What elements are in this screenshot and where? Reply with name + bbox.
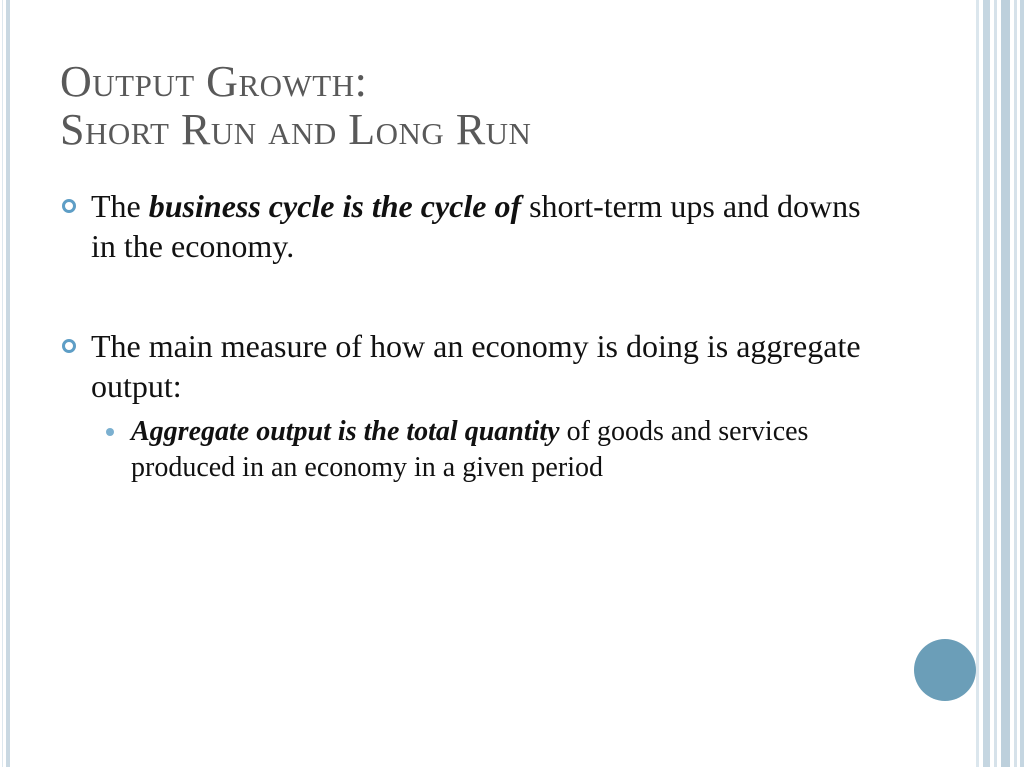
slide-title <box>60 58 531 154</box>
right-decor-stripe <box>1014 0 1017 767</box>
right-decor-stripe <box>994 0 997 767</box>
sub-bullet-text: of goods and services produced in an economy in a given period <box>131 416 809 483</box>
right-decor-stripe <box>976 0 979 767</box>
bullet-text-suffix: short-term ups and downs in the economy. <box>91 188 861 264</box>
ring-bullet-icon <box>62 199 76 213</box>
right-decor-stripe <box>1020 0 1024 767</box>
sub-bullet-item <box>101 414 831 486</box>
bullet-item <box>60 326 890 406</box>
slide-title-line2: Short Run and Long Run <box>60 105 532 154</box>
sub-bullet-emphasis: Aggregate output is the total quantity <box>131 416 560 447</box>
left-decor-thin <box>2 0 3 767</box>
bullet-text-prefix: The <box>91 188 149 224</box>
dot-bullet-icon <box>106 428 114 436</box>
bullet-item <box>60 186 890 266</box>
slide-title-line1: Output Growth: <box>60 57 368 106</box>
right-decor-stripe <box>983 0 990 767</box>
slide-body <box>60 186 890 486</box>
bullet-text: The main measure of how an economy is doing is aggregate output: <box>91 328 861 404</box>
ring-bullet-icon <box>62 339 76 353</box>
right-decor-stripe <box>1001 0 1010 767</box>
decorative-circle <box>914 639 976 701</box>
bullet-emphasis: business cycle is the cycle of <box>148 188 522 224</box>
left-decor-bar <box>6 0 10 767</box>
